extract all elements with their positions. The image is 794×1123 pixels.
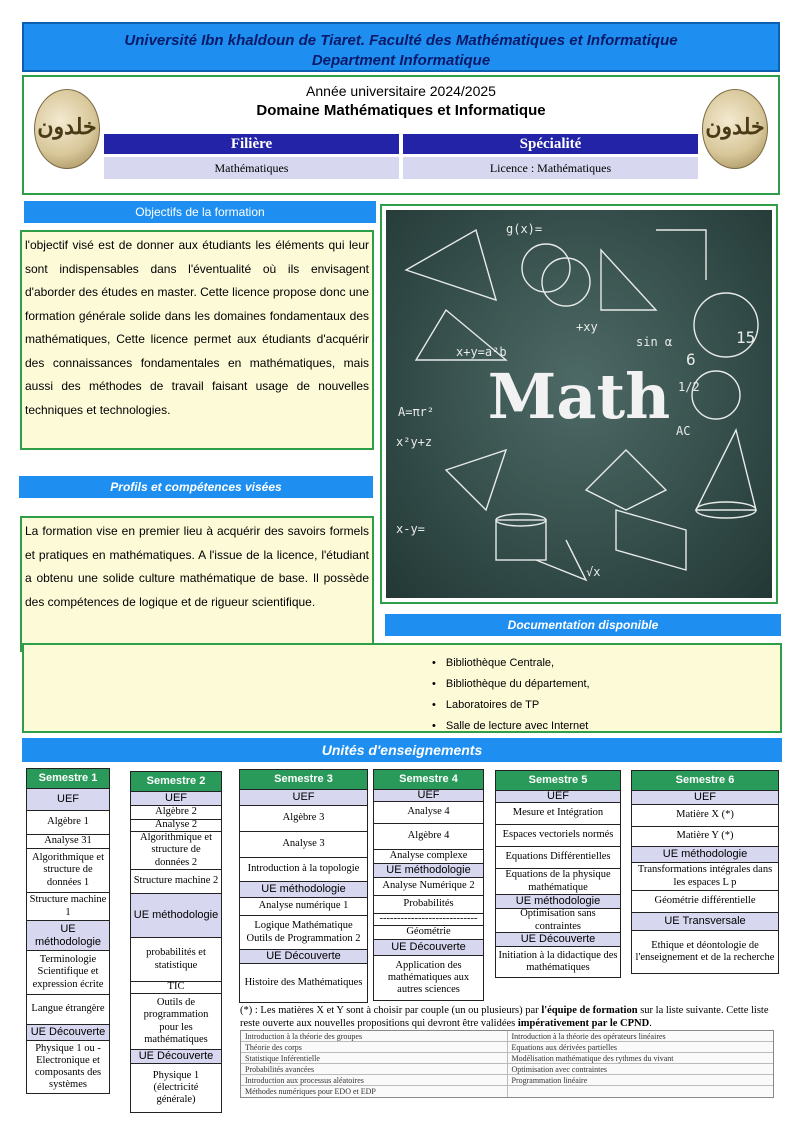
table-cell: Introduction à la théorie des groupes [241,1031,508,1041]
ue-category: UE méthodologie [632,847,778,863]
course-cell: Analyse 2 [131,820,221,832]
course-cell: Optimisation sans contraintes [496,909,620,933]
course-cell: Analyse 4 [374,802,483,824]
objectifs-text: l'objectif visé est de donner aux étudiants les éléments qui leur sont indispensables dans l'éventualité où ils envisagent d'aborder des études en master. Cette licence propose donc une formation générale solide dans les domaines fondamentaux des mathématiques, Cette licence permet aux étudiants d'acquérir des connaissances fondamentales en mathématiques, mais aussi des méthodes de travail faisant usage de nouvelles techniques et technologies. [20,230,374,450]
course-cell: Application des mathématiques aux autres sciences [387,959,470,996]
table-cell: Probabilités avancées [241,1064,508,1074]
table-cell: Méthodes numériques pour EDO et EDP [241,1086,508,1097]
course-cell: Algorithmique et structure de données 2 [131,832,221,870]
course-cell: Algèbre 1 [27,811,109,835]
course-cell: Histoire des Mathématiques [244,976,363,988]
table-row [241,1053,773,1064]
chalk-text: sin α [636,335,673,349]
course-cell: Matière Y (*) [632,827,778,847]
department-name: Department Informatique [311,52,491,69]
table-cell: Théorie des corps [241,1042,508,1052]
academic-year: Année universitaire 2024/2025 [306,83,496,99]
chalk-text: 1/2 [678,380,700,394]
filiere-value: Mathématiques [104,157,399,179]
course-cell: Introduction à la topologie [240,858,367,882]
course-cell: Analyse 3 [240,832,367,858]
course-cell: probabilités et statistique [131,938,221,982]
course-cell: Structure machine 1 [27,893,109,921]
chalk-text: x-y= [396,522,425,536]
course-cell: Espaces vectoriels normés [496,825,620,847]
course-cell: Mesure et Intégration [496,803,620,825]
chalk-text: 15 [736,328,756,347]
course-cell: Algèbre 2 [131,806,221,820]
course-cell: Analyse 31 [27,835,109,849]
chalk-text: x+y=a²b [456,345,507,359]
ue-category: UEF [496,791,620,803]
ue-category: UE méthodologie [27,921,109,951]
course-cell: Terminologie Scientifique et expression écrite [27,951,109,995]
options-table [240,1030,774,1098]
semester-2-column [130,771,222,1113]
ue-category: UE Découverte [131,1050,221,1064]
semester-header: Semestre 4 [374,770,483,790]
profils-title: Profils et compétences visées [19,476,373,498]
course-cell: Probabilités [374,896,483,914]
table-row [241,1075,773,1086]
note-middle: sur la liste suivante. Cette liste reste ouverte aux nouvelles propositions qui devront être validées [240,1005,769,1029]
table-row [241,1086,773,1097]
course-cell: Langue étrangère [27,995,109,1025]
documentation-title: Documentation disponible [385,614,781,636]
course-cell: ---------------------------- [374,914,483,926]
semester-header: Semestre 2 [131,772,221,792]
note-prefix: (*) : Les matières X et Y sont à choisir par couple (un ou plusieurs) par [240,1005,542,1016]
course-cell: Géométrie différentielle [632,891,778,913]
note-bold-1: l'équipe de formation [541,1005,638,1016]
course-cell: Transformations intégrales dans les espaces L p [632,863,778,891]
chalk-text: g(x)= [506,222,543,236]
course-cell: Physique 1 ou -Electronique et composants des systèmes [34,1042,102,1091]
logo-glyph-left: خلدون [37,114,97,140]
math-word: Math [487,360,671,433]
ue-category: UE méthodologie [496,895,620,909]
filiere-header: Filière [104,134,399,154]
domain-title: Domaine Mathématiques et Informatique [256,102,546,119]
filiere-table [104,134,698,179]
ue-category: UE Découverte [496,933,620,947]
course-cell: Analyse numérique 1 [240,898,367,916]
course-cell: Analyse Numérique 2 [374,878,483,896]
semester-header: Semestre 6 [632,771,778,791]
course-cell: Equations de la physique mathématique [496,869,620,895]
course-cell: Analyse complexe [374,850,483,864]
chalk-text: +xy [576,320,598,334]
university-logo-right [702,89,768,169]
ue-category: UE Découverte [27,1025,109,1041]
documentation-item: • Bibliothèque du département, [432,674,590,695]
header-box [22,75,780,195]
table-cell: Introduction aux processus aléatoires [241,1075,508,1085]
chalk-text: 6 [686,350,696,369]
table-cell: Equations aux dérivées partielles [511,1043,618,1052]
table-cell: Programmation linéaire [511,1076,588,1085]
chalkboard [386,210,772,598]
semester-6-column [631,770,779,974]
chalk-text: √x [586,565,601,579]
table-row [241,1064,773,1075]
documentation-box [22,643,782,733]
university-banner [22,22,780,72]
course-cell: Algèbre 3 [240,806,367,832]
ue-category: UE Découverte [374,940,483,956]
course-cell: TIC [131,982,221,994]
ue-category: UEF [240,790,367,806]
course-cell: Géométrie [374,926,483,940]
table-cell: Statistique Inférentielle [241,1053,508,1063]
ue-category: UEF [131,792,221,806]
course-cell: Algèbre 4 [374,824,483,850]
university-logo-left [34,89,100,169]
documentation-item: • Laboratoires de TP [432,695,590,716]
course-cell: Physique 1 (électricité générale) [152,1069,200,1106]
ue-category: UE méthodologie [240,882,367,898]
note-suffix: . [649,1018,652,1029]
semester-1-column [26,768,110,1094]
chalk-text: AC [676,424,691,438]
semester-header: Semestre 5 [496,771,620,791]
specialite-value: Licence : Mathématiques [403,157,698,179]
course-cell: Ethique et déontologie de l'enseignement et de la recherche [635,939,775,963]
note-bold-2: impérativement par le CPND [517,1018,650,1029]
semester-header: Semestre 1 [27,769,109,789]
ue-banner: Unités d'enseignements [22,738,782,762]
table-cell: Modélisation mathématique des rythmes du vivant [511,1054,674,1063]
table-row [241,1042,773,1053]
table-cell: Optimisation avec contraintes [511,1065,608,1074]
chalk-text: x²y+z [396,435,433,449]
documentation-item: • Bibliothèque Centrale, [432,653,590,674]
math-chalkboard-image [380,204,778,604]
course-cell: Initiation à la didactique des mathématiques [498,949,618,973]
documentation-item: • Salle de lecture avec Internet [432,716,590,737]
ue-category: UE Transversale [632,913,778,931]
ue-category: UEF [632,791,778,805]
logo-glyph-right: خلدون [705,114,765,140]
course-cell: Logique Mathématique Outils de Programmation 2 [240,916,367,950]
course-cell: Structure machine 2 [131,870,221,894]
course-cell: Algorithmique et structure de données 1 [27,849,109,893]
table-cell [508,1086,774,1097]
objectifs-title: Objectifs de la formation [24,201,376,223]
course-cell: Equations Différentielles [496,847,620,869]
ue-category: UE méthodologie [374,864,483,878]
ue-category: UE Découverte [240,950,367,964]
course-cell: Outils de programmation pour les mathématiques [131,994,221,1050]
specialite-header: Spécialité [403,134,698,154]
university-name: Université Ibn khaldoun de Tiaret. Faculté des Mathématiques et Informatique [124,32,678,49]
table-row [241,1031,773,1042]
options-note [240,1004,780,1030]
table-cell: Introduction à la théorie des opérateurs linéaires [511,1032,666,1041]
ue-category: UEF [27,789,109,811]
semester-4-column [373,769,484,1001]
semester-header: Semestre 3 [240,770,367,790]
chalk-text: A=πr² [398,405,435,419]
profils-text: La formation vise en premier lieu à acquérir des savoirs formels et pratiques en mathématiques. A l'issue de la licence, l'étudiant a obtenu une solide culture mathématique de base. Il possède des compétences de logique et de rigueur scientifique. [20,516,374,652]
ue-category: UEF [374,790,483,802]
semester-3-column [239,769,368,1003]
documentation-list [432,653,590,737]
course-cell: Matière X (*) [632,805,778,827]
semester-5-column [495,770,621,978]
ue-category: UE méthodologie [131,894,221,938]
